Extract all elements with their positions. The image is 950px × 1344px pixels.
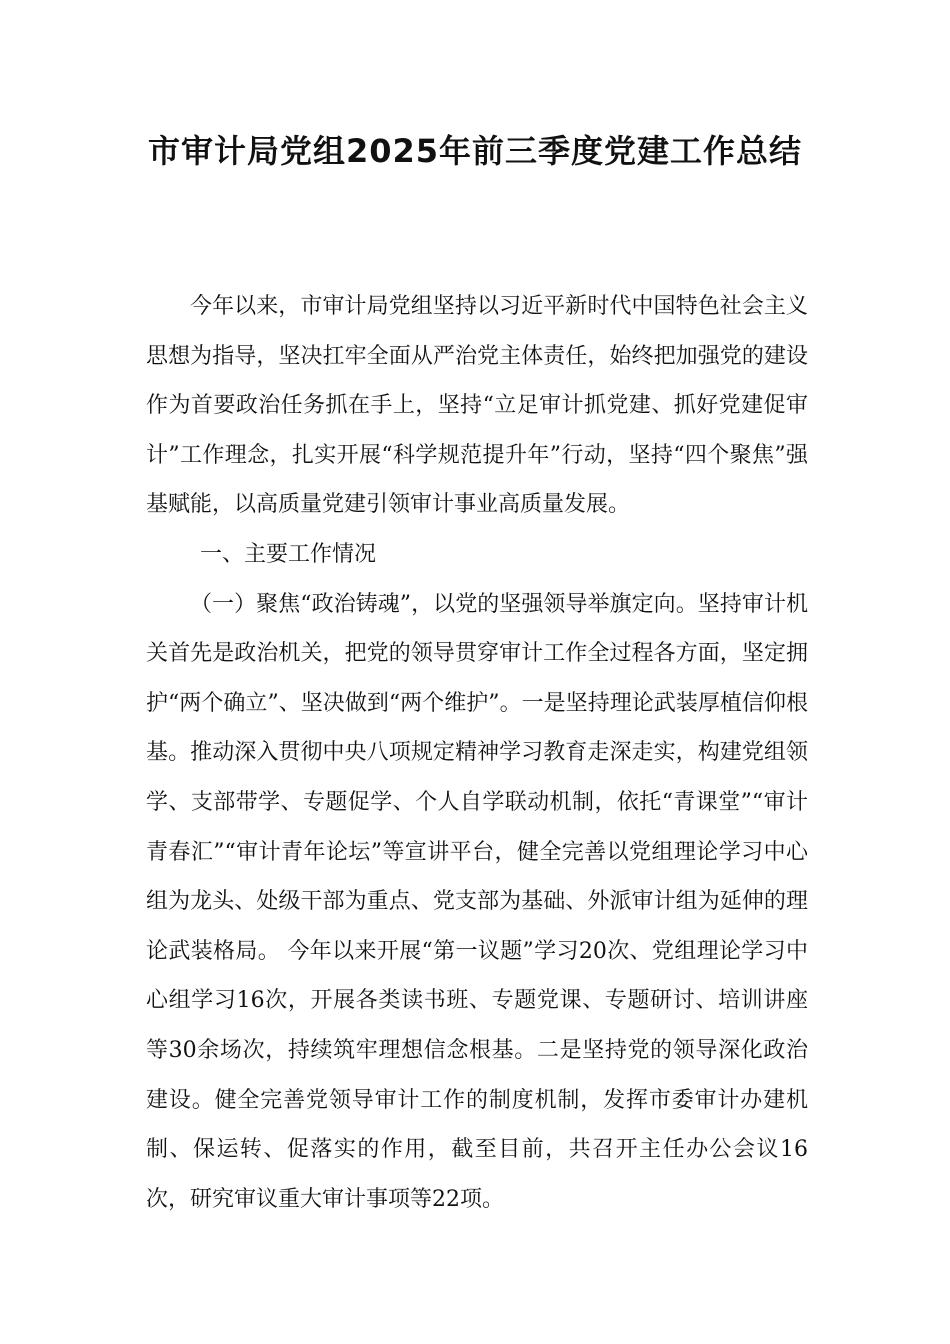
section-paragraph: （一）聚焦“政治铸魂”，以党的坚强领导举旗定向。坚持审计机关首先是政治机关，把党的领导贯穿审计工作全过程各方面，坚定拥护“两个确立”、坚决做到“两个维护”。一是坚持理论武装厚植信仰根基。推动深入贯彻中央八项规定精神学习教育走深走实，构建党组领学、支部带学、专题促学、个人自学联动机制，依托“青课堂”“审计青春汇”“审计青年论坛”等宣讲平台，健全完善以党组理论学习中心组为龙头、处级干部为重点、党支部为基础、外派审计组为延伸的理论武装格局。 今年以来开展“第一议题”学习20次、党组理论学习中心组学习16次，开展各类读书班、专题党课、专题研讨、培训讲座等30余场次，持续筑牢理想信念根基。二是坚持党的领导深化政治建设。健全完善党领导审计工作的制度机制，发挥市委审计办建机制、保运转、促落实的作用，截至目前，共召开主任办公会议16次，研究审议重大审计事项等22项。 <box>146 591 808 1212</box>
intro-paragraph: 今年以来，市审计局党组坚持以习近平新时代中国特色社会主义思想为指导，坚决扛牢全面从严治党主体责任，始终把加强党的建设作为首要政治任务抓在手上，坚持“立足审计抓党建、抓好党建促审计”工作理念，扎实开展“科学规范提升年”行动，坚持“四个聚焦”强基赋能，以高质量党建引领审计事业高质量发展。 <box>146 294 808 518</box>
document-title: 市审计局党组2025年前三季度党建工作总结 <box>147 132 803 170</box>
section-heading: 一、主要工作情况 <box>200 541 377 567</box>
document-body <box>146 282 808 1224</box>
